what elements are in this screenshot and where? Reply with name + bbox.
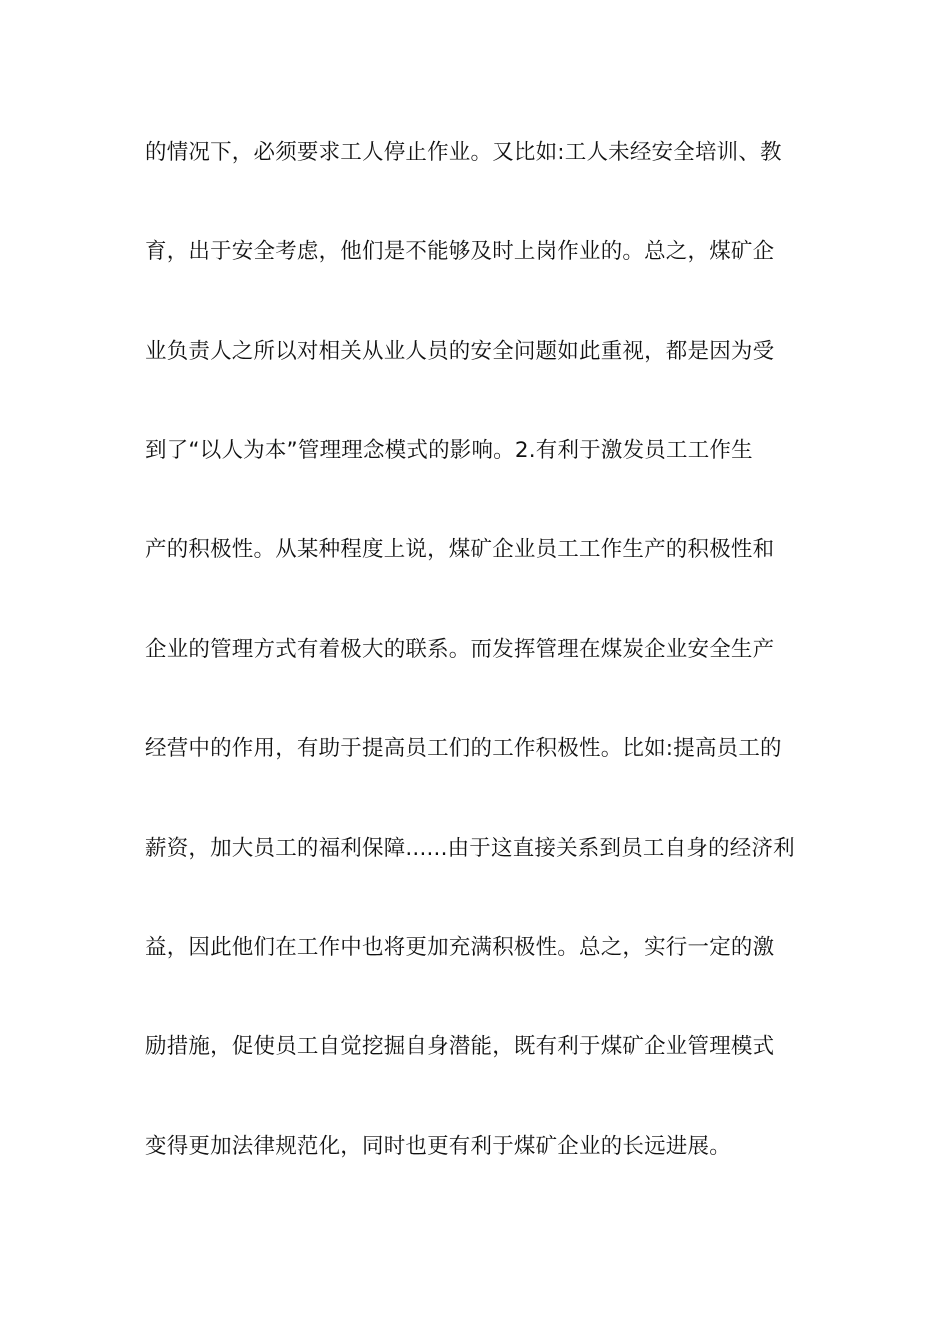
text-line: 薪资，加大员工的福利保障......由于这直接关系到员工自身的经济利 [145,836,795,861]
text-line: 励措施，促使员工自觉挖掘自身潜能，既有利于煤矿企业管理模式 [145,1034,775,1059]
text-line: 产的积极性。从某种程度上说，煤矿企业员工工作生产的积极性和 [145,537,775,562]
text-line: 益，因此他们在工作中也将更加充满积极性。总之，实行一定的激 [145,935,775,960]
text-line: 的情况下，必须要求工人停止作业。又比如:工人未经安全培训、教 [145,140,782,165]
text-line: 育，出于安全考虑，他们是不能够及时上岗作业的。总之，煤矿企 [145,239,775,264]
text-line: 变得更加法律规范化，同时也更有利于煤矿企业的长远进展。 [145,1134,731,1159]
text-line: 企业的管理方式有着极大的联系。而发挥管理在煤炭企业安全生产 [145,637,775,662]
text-line: 业负责人之所以对相关从业人员的安全问题如此重视，都是因为受 [145,339,775,364]
text-line: 到了“以人为本”管理理念模式的影响。2.有利于激发员工工作生 [145,438,753,463]
text-line: 经营中的作用，有助于提高员工们的工作积极性。比如:提高员工的 [145,736,782,761]
